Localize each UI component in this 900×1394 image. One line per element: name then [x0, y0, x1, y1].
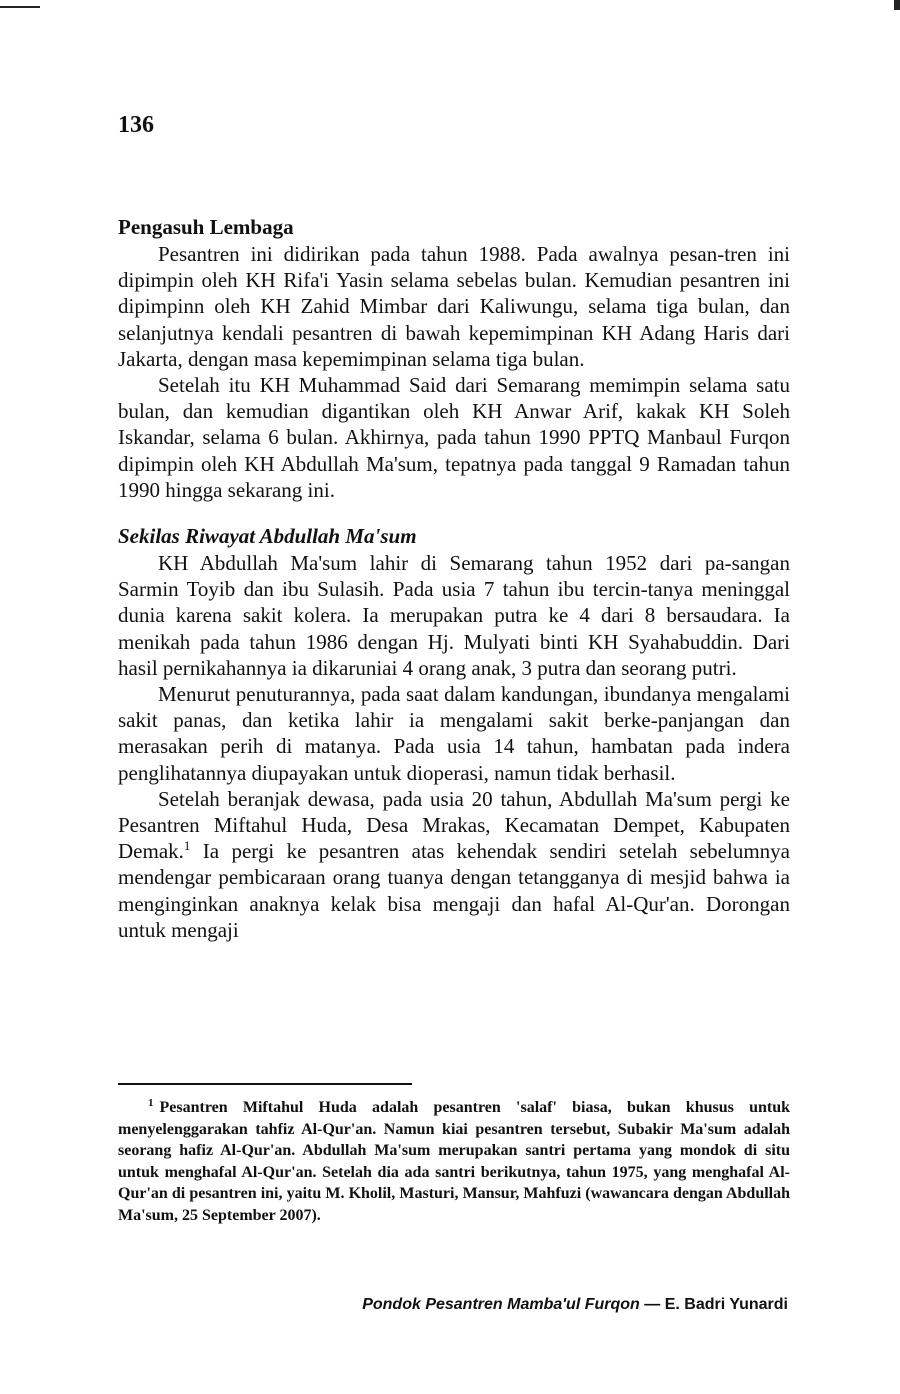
- paragraph-with-footnote-ref: [118, 786, 790, 943]
- subsection-heading: Sekilas Riwayat Abdullah Ma'sum: [118, 524, 417, 549]
- paragraph-text: Ia pergi ke pesantren atas kehendak sendiri setelah sebelumnya mendengar pembicaraan orang tuanya dengan tetangganya di mesjid bahwa ia menginginkan anaknya kelak bisa mengaji dan hafal Al-Qur'an. Dorongan untuk mengaji: [118, 839, 790, 942]
- corner-scan-mark: [894, 0, 900, 10]
- paragraph-text: Setelah beranjak dewasa, pada usia 20 tahun, Abdullah Ma'sum pergi ke Pesantren Miftahul Huda, Desa Mrakas, Kecamatan Dempet, Kabupaten Demak.: [118, 786, 790, 864]
- top-scan-mark: [0, 6, 40, 8]
- main-text: [118, 214, 790, 943]
- footnote-marker: 1: [148, 1096, 154, 1109]
- running-footer: [362, 1296, 788, 1314]
- section-heading: Pengasuh Lembaga: [118, 215, 294, 239]
- footnote: [118, 1097, 790, 1226]
- paragraph: Setelah itu KH Muhammad Said dari Semarang memimpin selama satu bulan, dan kemudian digantikan oleh KH Anwar Arif, kakak KH Soleh Iskandar, selama 6 bulan. Akhirnya, pada tahun 1990 PPTQ Manbaul Furqon dipimpin oleh KH Abdullah Ma'sum, tepatnya pada tanggal 9 Ramadan tahun 1990 hingga sekarang ini.: [118, 373, 790, 502]
- footer-separator: —: [639, 1296, 665, 1313]
- paragraph: KH Abdullah Ma'sum lahir di Semarang tahun 1952 dari pa-sangan Sarmin Toyib dan ibu Sulasih. Pada usia 7 tahun ibu tercin-tanya meninggal dunia karena sakit kolera. Ia merupakan putra ke 4 dari 8 bersaudara. Ia menikah pada tahun 1986 dengan Hj. Mulyati binti KH Syahabuddin. Dari hasil pernikahannya ia dikaruniai 4 orang anak, 3 putra dan seorang putri.: [118, 551, 790, 680]
- paragraph: Menurut penuturannya, pada saat dalam kandungan, ibundanya mengalami sakit panas, dan ketika lahir ia mengalami sakit berke-panjangan dan merasakan perih di matanya. Pada usia 14 tahun, hambatan pada indera penglihatannya diupayakan untuk dioperasi, namun tidak berhasil.: [118, 682, 790, 785]
- footnote-text: Pesantren Miftahul Huda adalah pesantren 'salaf' biasa, bukan khusus untuk menyelenggarakan tahfiz Al-Qur'an. Namun kiai pesantren tersebut, Subakir Ma'sum adalah seorang hafiz Al-Qur'an. Abdullah Ma'sum merupakan santri pertama yang mondok di situ untuk menghafal Al-Qur'an. Setelah dia ada santri berikutnya, tahun 1975, yang menghafal Al-Qur'an di pesantren ini, yaitu M. Kholil, Masturi, Mansur, Mahfuzi (wawancara dengan Abdullah Ma'sum, 25 September 2007).: [118, 1099, 790, 1224]
- footnote-separator: [118, 1083, 412, 1085]
- footer-author: E. Badri Yunardi: [664, 1296, 788, 1313]
- footer-book-title: Pondok Pesantren Mamba'ul Furqon: [362, 1296, 640, 1313]
- footnote-reference[interactable]: 1: [183, 838, 191, 854]
- page-number: 136: [118, 112, 154, 138]
- paragraph: Pesantren ini didirikan pada tahun 1988. Pada awalnya pesan-tren ini dipimpin oleh KH Rifa'i Yasin selama sebelas bulan. Kemudian pesantren ini dipimpinn oleh KH Zahid Mimbar dari Kaliwungu, selama tiga bulan, dan selanjutnya kendali pesantren di bawah kepemimpinan KH Adang Haris dari Jakarta, dengan masa kepemimpinan selama tiga bulan.: [118, 242, 790, 371]
